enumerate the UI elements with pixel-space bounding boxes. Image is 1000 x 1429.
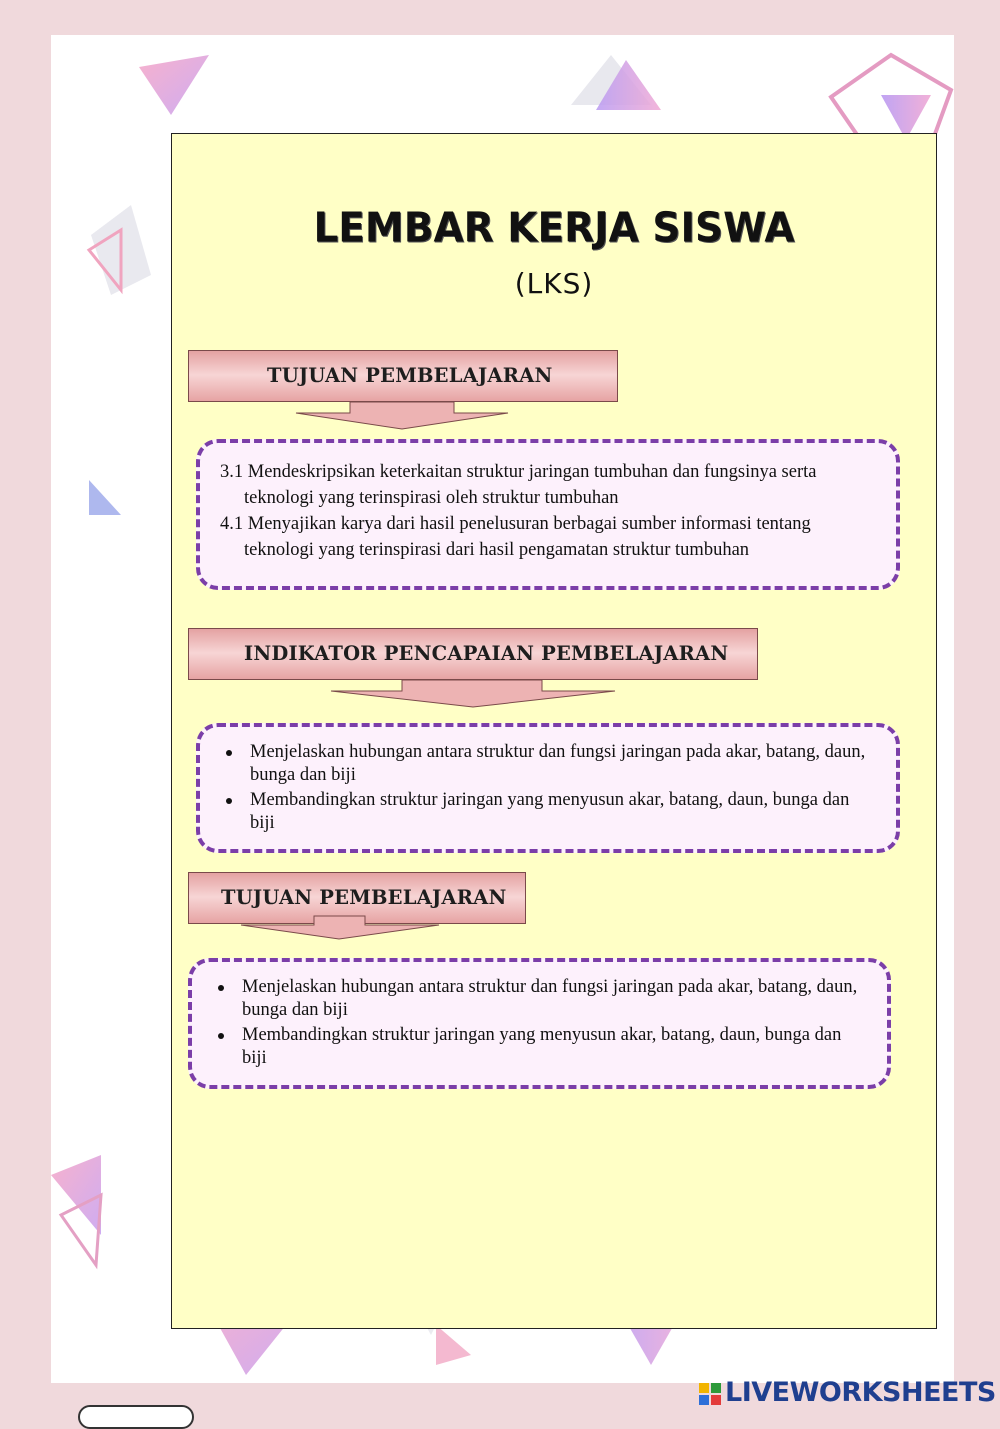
worksheet-page [51, 35, 954, 1383]
list-item: 3.1 Mendeskripsikan keterkaitan struktur jaringan tumbuhan dan fungsinya serta teknologi yang terinspirasi oleh struktur tumbuhan [220, 462, 817, 508]
section-heading-tujuan-2: TUJUAN PEMBELAJARAN [188, 872, 526, 924]
section-heading-indikator: INDIKATOR PENCAPAIAN PEMBELAJARAN [188, 628, 758, 680]
list-item: Membandingkan struktur jaringan yang menyusun akar, batang, daun, bunga dan biji [218, 789, 876, 835]
tujuan-list-box [196, 439, 900, 590]
down-arrow-icon [237, 915, 443, 941]
list-item: Membandingkan struktur jaringan yang menyusun akar, batang, daun, bunga dan biji [210, 1024, 867, 1070]
page-control-pill[interactable] [78, 1405, 194, 1429]
tujuan-2-list-box [188, 958, 891, 1089]
worksheet-card [171, 133, 937, 1329]
liveworksheets-logo-icon [699, 1383, 721, 1405]
list-item: 4.1 Menyajikan karya dari hasil penelusuran berbagai sumber informasi tentang teknologi yang terinspirasi dari hasil pengamatan struktur tumbuhan [220, 514, 811, 560]
liveworksheets-brand[interactable] [699, 1378, 996, 1408]
down-arrow-icon [292, 401, 512, 431]
list-item: Menjelaskan hubungan antara struktur dan fungsi jaringan pada akar, batang, daun, bunga dan biji [210, 976, 867, 1022]
down-arrow-icon [327, 679, 619, 709]
brand-name: LIVEWORKSHEETS [725, 1377, 996, 1408]
worksheet-title: LEMBAR KERJA SISWA [313, 204, 795, 253]
indikator-list-box [196, 723, 900, 853]
list-item: Menjelaskan hubungan antara struktur dan fungsi jaringan pada akar, batang, daun, bunga dan biji [218, 741, 876, 787]
section-heading-tujuan: TUJUAN PEMBELAJARAN [188, 350, 618, 402]
worksheet-subtitle: (LKS) [514, 267, 594, 300]
